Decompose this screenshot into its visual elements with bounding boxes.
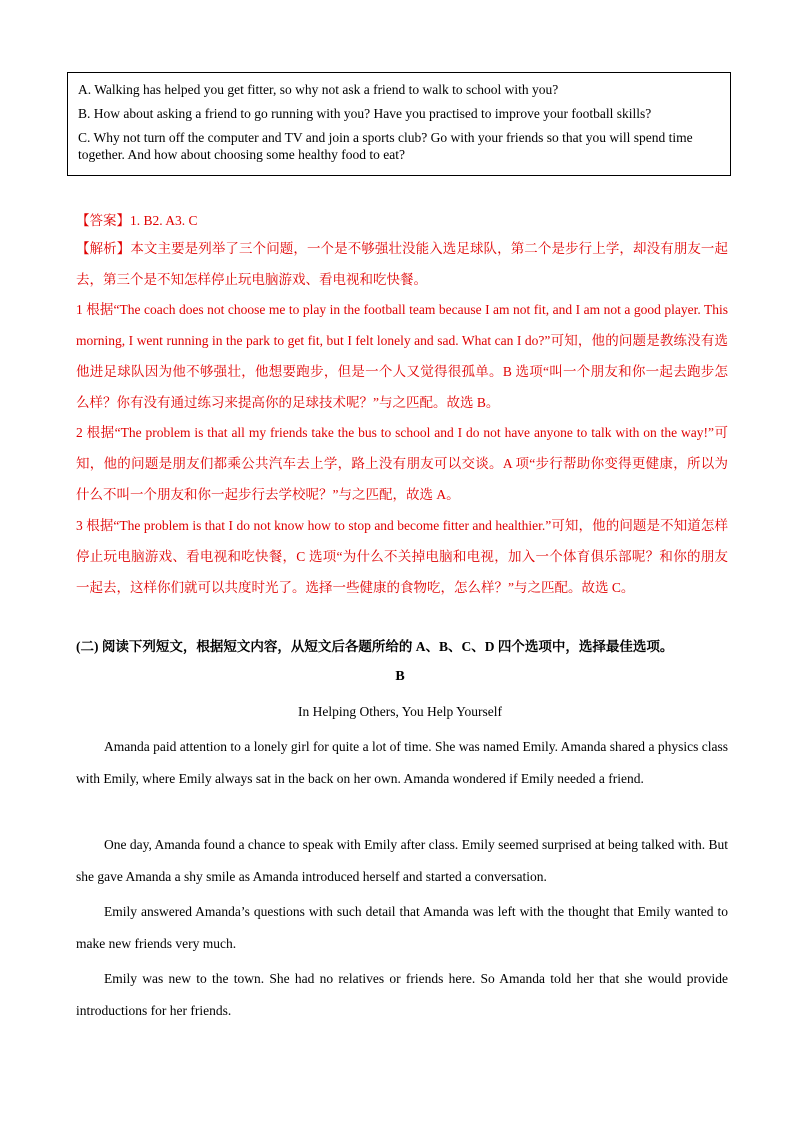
analysis-para-3: 3 根据“The problem is that I do not know how to stop and become fitter and healthier.”可知，他的问题是不知道怎样停止玩电脑游戏、看电视和吃快餐，C 选项“为什么不关掉电脑和电视，加入一个体育俱乐部呢？和你的朋友一起去，这样你们就可以共度时光了。选择一些健康的食物吃，怎么样？”与之匹配。故选 C。 — [76, 518, 728, 595]
answer-label: 【答案】 — [76, 213, 130, 228]
options-box — [67, 72, 731, 176]
analysis-para-1: 1 根据“The coach does not choose me to play in the football team because I am not fit, and I am not a good player. This morning, I went running in the park to get fit, but I felt lonely and sad. What can I do?”可知，他的问题是教练没有选他进足球队因为他不够强壮，他想要跑步，但是一个人又觉得很孤单。B 选项“叫一个朋友和你一起去跑步怎么样？你有没有通过练习来提高你的足球技术呢？”与之匹配。故选 B。 — [76, 302, 728, 410]
passage-letter: B — [395, 669, 405, 684]
option-b: B. How about asking a friend to go running with you? Have you practised to improve your football skills? — [78, 106, 652, 121]
option-a: A. Walking has helped you get fitter, so why not ask a friend to walk to school with you? — [78, 82, 559, 97]
answer-item-3: 3. C — [175, 213, 198, 228]
answer-item-1: 1. B — [130, 213, 153, 228]
passage-paragraph-3: Emily answered Amanda’s questions with such detail that Amanda was left with the thought that Emily wanted to make new friends very much. — [76, 904, 728, 951]
answer-line — [76, 209, 736, 229]
option-c: C. Why not turn off the computer and TV and join a sports club? Go with your friends so that you will spend time together. And how about choosing some healthy food to eat? — [78, 130, 693, 162]
answer-item-2: 2. A — [152, 213, 176, 228]
section-heading: (二) 阅读下列短文，根据短文内容，从短文后各题所给的 A、B、C、D 四个选项中，选择最佳选项。 — [76, 639, 674, 654]
passage-title: In Helping Others, You Help Yourself — [297, 704, 502, 719]
passage-paragraph-1: Amanda paid attention to a lonely girl for quite a lot of time. She was named Emily. Amanda shared a physics class with Emily, where Emily always sat in the back on her own. Amanda wondered if Emily needed a friend. — [76, 739, 728, 786]
passage-paragraph-4: Emily was new to the town. She had no relatives or friends here. So Amanda told her that she would provide introductions for her friends. — [76, 971, 728, 1018]
analysis-intro: 【解析】本文主要是列举了三个问题，一个是不够强壮没能入选足球队，第二个是步行上学，却没有朋友一起去，第三个是不知怎样停止玩电脑游戏、看电视和吃快餐。 — [76, 241, 728, 287]
analysis-para-2: 2 根据“The problem is that all my friends take the bus to school and I do not have anyone to talk with on the way!”可知，他的问题是朋友们都乘公共汽车去上学，路上没有朋友可以交谈。A 项“步行帮助你变得更健康，所以为什么不叫一个朋友和你一起步行去学校呢？”与之匹配，故选 A。 — [76, 425, 728, 502]
passage-paragraph-2: One day, Amanda found a chance to speak with Emily after class. Emily seemed surprised at being talked with. But she gave Amanda a shy smile as Amanda introduced herself and started a conversation. — [76, 837, 728, 884]
